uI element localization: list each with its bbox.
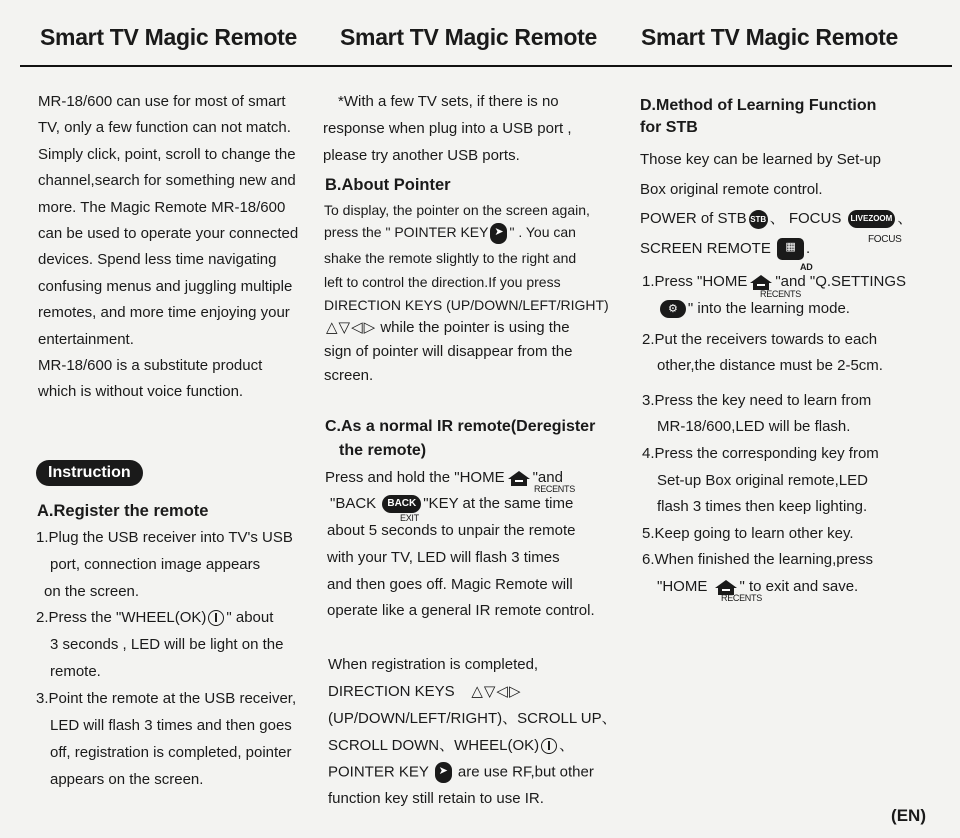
step-line: remote.: [50, 663, 101, 680]
home-icon: [749, 274, 773, 291]
step-line: on the screen.: [44, 583, 140, 600]
registration-line: function key still retain to use IR.: [328, 790, 544, 807]
column-1-header: Smart TV Magic Remote: [40, 24, 297, 50]
pointer-line: DIRECTION KEYS (UP/DOWN/LEFT/RIGHT): [324, 297, 609, 313]
recents-label: RECENTS: [721, 593, 762, 603]
ir-line: [325, 468, 563, 488]
back-key-icon: BACK: [382, 495, 421, 513]
recents-label: RECENTS: [760, 289, 801, 299]
learn-step-text: " into the learning mode.: [687, 300, 850, 317]
section-d-title: D.Method of Learning Function: [640, 97, 877, 114]
intro-line: MR-18/600 can use for most of smart: [38, 93, 286, 110]
learn-line: Those key can be learned by Set-up: [640, 151, 881, 168]
learn-step-line: other,the distance must be 2-5cm.: [657, 357, 883, 374]
intro-line: can be used to operate your connected: [38, 225, 299, 242]
wheel-icon: [541, 738, 557, 754]
step-line: 3 seconds , LED will be light on the: [50, 636, 284, 653]
ir-line: with your TV, LED will flash 3 times: [327, 549, 560, 566]
section-c-title: C.As a normal IR remote(Deregister: [325, 418, 596, 435]
pointer-text: while the pointer is using the: [376, 319, 570, 336]
step-line: off, registration is completed, pointer: [50, 744, 292, 761]
registration-text: POINTER KEY: [328, 763, 429, 781]
learn-step-text: "HOME: [657, 578, 708, 595]
step-line: LED will flash 3 times and then goes: [50, 717, 292, 734]
step-text: " about: [226, 609, 274, 626]
intro-line: confusing menus and juggling multiple: [38, 278, 293, 295]
learn-step-line: 4.Press the corresponding key from: [642, 445, 879, 462]
registration-text: are use RF,but other: [453, 763, 594, 781]
note-line: *With a few TV sets, if there is no: [338, 93, 559, 110]
home-icon: [507, 470, 531, 487]
ir-text: "and: [532, 469, 563, 486]
section-d-title: for STB: [640, 119, 698, 136]
learn-step-line: [658, 299, 850, 319]
pointer-key-icon: ➤: [490, 223, 507, 244]
stb-power-icon: STB: [749, 210, 768, 229]
ir-line: about 5 seconds to unpair the remote: [327, 522, 576, 539]
livezoom-key-icon: LIVEZOOM: [848, 210, 896, 228]
registration-line: [328, 736, 574, 756]
learn-step-text: "and "Q.SETTINGS: [775, 273, 907, 290]
section-c-title: the remote): [339, 442, 427, 459]
direction-arrows-icon: △▽◁▷: [471, 683, 522, 700]
learn-text: 、: [897, 210, 913, 227]
step-line: port, connection image appears: [50, 556, 261, 573]
pointer-line: screen.: [324, 367, 374, 384]
direction-arrows-icon: △▽◁▷: [326, 319, 377, 336]
learn-step-line: MR-18/600,LED will be flash.: [657, 418, 851, 435]
exit-label: EXIT: [400, 513, 419, 523]
ir-line: [330, 494, 573, 514]
learn-line: [640, 238, 810, 260]
step-text: 2.Press the "WHEEL(OK): [36, 609, 207, 626]
intro-line: entertainment.: [38, 331, 134, 348]
learn-step-line: 6.When finished the learning,press: [642, 551, 873, 568]
intro-line: TV, only a few function can not match.: [38, 119, 291, 136]
note-line: response when plug into a USB port ,: [323, 120, 572, 137]
learn-step-line: Set-up Box original remote,LED: [657, 472, 868, 489]
step-line: appears on the screen.: [50, 771, 204, 788]
intro-line: channel,search for something new and: [38, 172, 296, 189]
pointer-line: [326, 318, 570, 338]
pointer-text: " . You can: [509, 224, 576, 240]
note-line: please try another USB ports.: [323, 147, 520, 164]
learn-line: Box original remote control.: [640, 181, 823, 198]
intro-line: MR-18/600 is a substitute product: [38, 357, 263, 374]
learn-step-text: " to exit and save.: [739, 578, 859, 595]
pointer-line: left to control the direction.If you press: [324, 274, 561, 290]
learn-step-text: 1.Press "HOME: [642, 273, 748, 290]
language-marker: (EN): [891, 806, 926, 825]
learn-text: SCREEN REMOTE: [640, 239, 771, 257]
pointer-text: press the " POINTER KEY: [324, 224, 489, 240]
pointer-line: sign of pointer will disappear from the: [324, 343, 573, 360]
registration-line: [328, 762, 594, 783]
learn-step-line: 5.Keep going to learn other key.: [642, 525, 854, 542]
ir-text: "KEY at the same time: [423, 495, 574, 512]
wheel-icon: [208, 610, 224, 626]
registration-line: When registration is completed,: [328, 656, 539, 673]
learn-text: POWER of STB: [640, 210, 747, 227]
column-3-header: Smart TV Magic Remote: [641, 24, 898, 50]
pointer-line: shake the remote slightly to the right and: [324, 250, 577, 266]
registration-text: DIRECTION KEYS: [328, 683, 455, 700]
ir-text: "BACK: [330, 495, 377, 512]
header-divider: [20, 65, 952, 67]
instruction-badge: Instruction: [36, 460, 143, 486]
section-a-title: A.Register the remote: [37, 502, 209, 520]
settings-gear-icon: ⚙: [660, 300, 686, 318]
ir-text: Press and hold the "HOME: [325, 469, 505, 486]
recents-label: RECENTS: [534, 484, 575, 494]
intro-line: more. The Magic Remote MR-18/600: [38, 199, 286, 216]
registration-line: (UP/DOWN/LEFT/RIGHT)、SCROLL UP、: [328, 710, 617, 727]
ir-line: operate like a general IR remote control.: [327, 602, 595, 619]
learn-step-line: 2.Put the receivers towards to each: [642, 331, 878, 348]
ad-label: AD: [800, 262, 813, 272]
registration-line: [328, 682, 522, 702]
learn-line: [640, 209, 912, 229]
step-line: 3.Point the remote at the USB receiver,: [36, 690, 297, 707]
registration-text: SCROLL DOWN、WHEEL(OK): [328, 737, 540, 754]
focus-label: FOCUS: [868, 234, 902, 245]
section-b-title: B.About Pointer: [325, 176, 451, 194]
intro-line: Simply click, point, scroll to change the: [38, 146, 296, 163]
pointer-key-icon: ➤: [435, 762, 452, 783]
step-line: 1.Plug the USB receiver into TV's USB: [36, 529, 293, 546]
learn-text: 、 FOCUS: [769, 210, 842, 227]
intro-line: remotes, and more time enjoying your: [38, 304, 290, 321]
ir-line: and then goes off. Magic Remote will: [327, 576, 573, 593]
learn-text: .: [806, 239, 811, 257]
learn-step-line: flash 3 times then keep lighting.: [657, 498, 868, 515]
intro-line: which is without voice function.: [38, 383, 244, 400]
screen-remote-icon: ▦: [777, 238, 804, 260]
pointer-line: To display, the pointer on the screen again,: [324, 202, 590, 218]
pointer-line: [324, 222, 576, 244]
intro-line: devices. Spend less time navigating: [38, 251, 277, 268]
step-line: [36, 608, 273, 628]
column-2-header: Smart TV Magic Remote: [340, 24, 597, 50]
registration-text: 、: [559, 737, 575, 754]
learn-step-line: 3.Press the key need to learn from: [642, 392, 872, 409]
